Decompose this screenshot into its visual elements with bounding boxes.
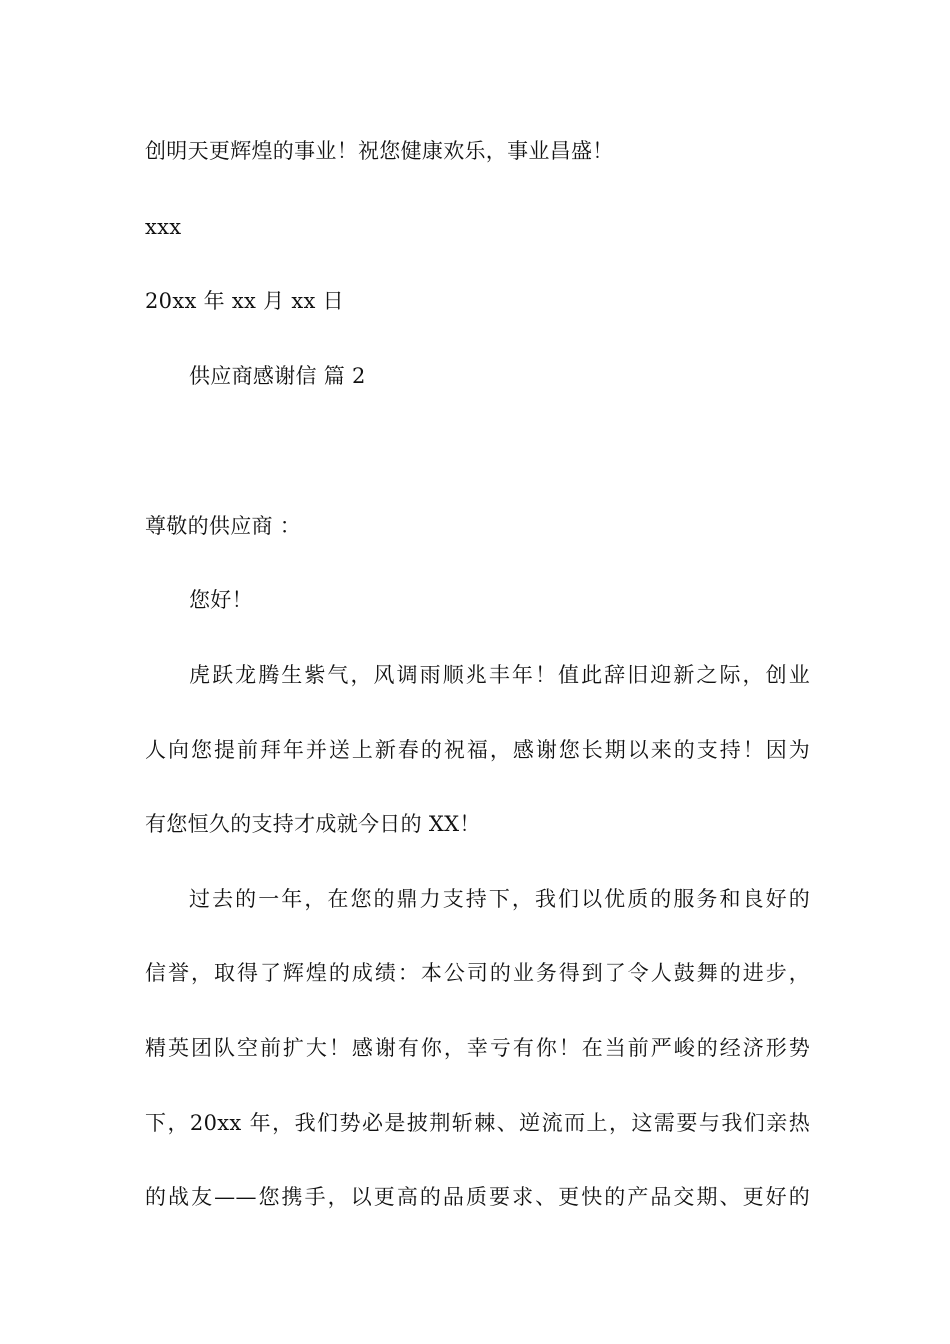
paragraph-1-line-3: 有您恒久的支持才成就今日的 XX！ — [145, 812, 481, 836]
closing-wish-line: 创明天更辉煌的事业！祝您健康欢乐，事业昌盛！ — [145, 139, 614, 163]
section-title: 供应商感谢信 篇 2 — [189, 364, 366, 388]
greeting-line: 您好！ — [189, 588, 253, 612]
salutation-line: 尊敬的供应商 ： — [145, 514, 302, 538]
paragraph-1-line-2: 人向您提前拜年并送上新春的祝福，感谢您长期以来的支持！因为 — [145, 738, 810, 762]
paragraph-2-line-1: 过去的一年，在您的鼎力支持下，我们以优质的服务和良好的 — [189, 887, 810, 911]
date-line: 20xx 年 xx 月 xx 日 — [145, 289, 344, 313]
paragraph-2-line-4: 下，20xx 年，我们势必是披荆斩棘、逆流而上，这需要与我们亲热 — [145, 1111, 810, 1135]
paragraph-1-line-1: 虎跃龙腾生紫气，风调雨顺兆丰年！值此辞旧迎新之际，创业 — [189, 663, 810, 687]
paragraph-2-line-2: 信誉，取得了辉煌的成绩：本公司的业务得到了令人鼓舞的进步， — [145, 961, 810, 985]
signature-line: xxx — [145, 215, 182, 239]
paragraph-2-line-5: 的战友——您携手，以更高的品质要求、更快的产品交期、更好的 — [145, 1185, 810, 1209]
paragraph-2-line-3: 精英团队空前扩大！感谢有你，幸亏有你！在当前严峻的经济形势 — [145, 1036, 810, 1060]
